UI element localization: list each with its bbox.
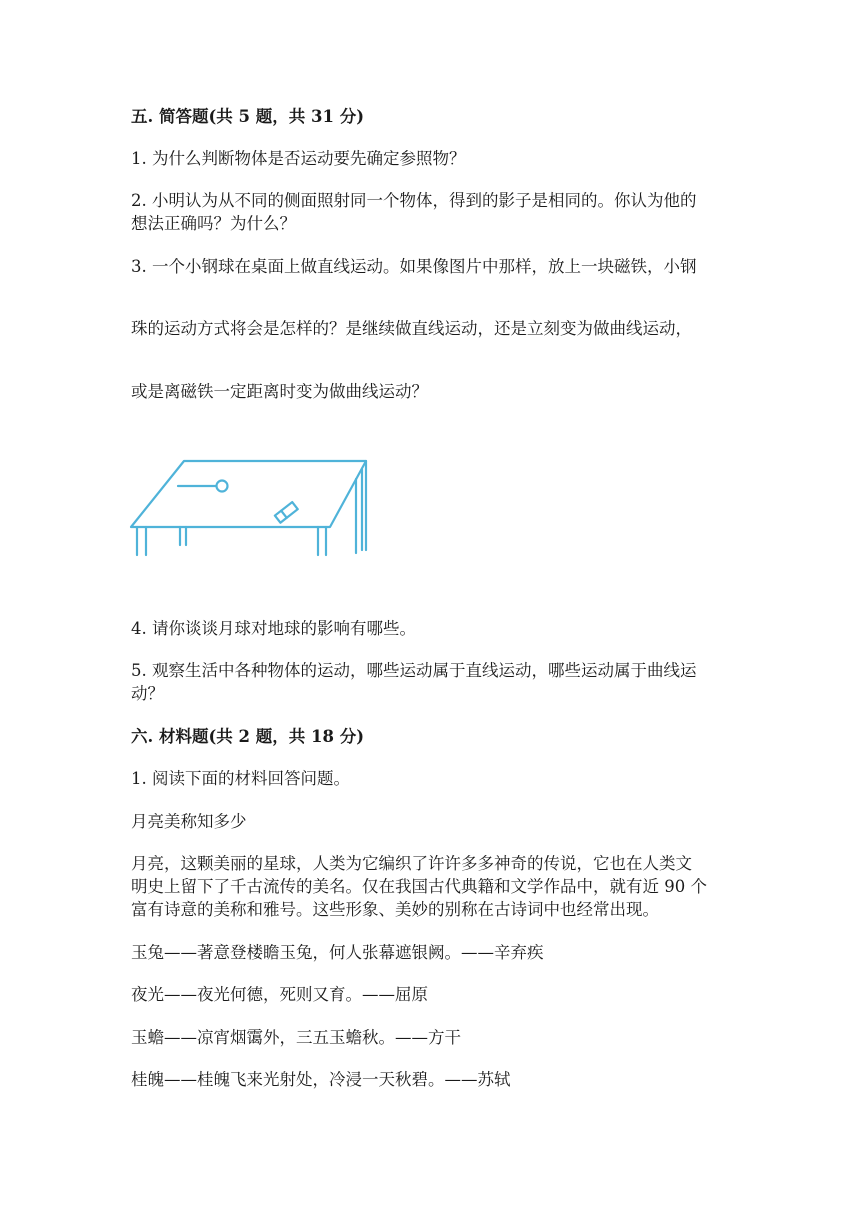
poem-quote-4: 桂魄——桂魄飞来光射处，冷浸一天秋碧。——苏轼: [131, 1070, 511, 1089]
question-5-2-line2: 想法正确吗？为什么？: [131, 214, 296, 233]
section-6-heading: 六. 材料题(共 2 题，共 18 分): [131, 727, 365, 746]
question-6-1: 1. 阅读下面的材料回答问题。: [131, 769, 350, 788]
material-paragraph-line2: 明史上留下了千古流传的美名。仅在我国古代典籍和文学作品中，就有近 90 个: [131, 877, 707, 896]
poem-quote-2: 夜光——夜光何德，死则又育。——屈原: [131, 985, 428, 1004]
question-5-4: 4. 请你谈谈月球对地球的影响有哪些。: [131, 619, 416, 638]
question-5-3-line3: 或是离磁铁一定距离时变为做曲线运动？: [131, 382, 428, 401]
poem-quote-3: 玉蟾——凉宵烟霭外，三五玉蟾秋。——方干: [131, 1028, 461, 1047]
steel-ball: [217, 481, 228, 492]
table-drawing: [131, 461, 366, 555]
section-5-heading: 五. 简答题(共 5 题，共 31 分): [131, 107, 365, 126]
question-5-3-line1: 3. 一个小钢球在桌面上做直线运动。如果像图片中那样，放上一块磁铁，小钢: [131, 257, 697, 276]
table-magnet-figure: [128, 455, 370, 560]
material-title: 月亮美称知多少: [131, 812, 247, 831]
question-5-5-line2: 动？: [131, 684, 164, 703]
question-5-1: 1. 为什么判断物体是否运动要先确定参照物？: [131, 149, 466, 168]
question-5-5-line1: 5. 观察生活中各种物体的运动，哪些运动属于直线运动，哪些运动属于曲线运: [131, 661, 697, 680]
poem-quote-1: 玉兔——著意登楼瞻玉兔，何人张幕遮银阙。——辛弃疾: [131, 943, 544, 962]
material-paragraph-line1: 月亮，这颗美丽的星球，人类为它编织了许许多多神奇的传说，它也在人类文: [131, 854, 692, 873]
question-5-2-line1: 2. 小明认为从不同的侧面照射同一个物体，得到的影子是相同的。你认为他的: [131, 191, 697, 210]
material-paragraph-line3: 富有诗意的美称和雅号。这些形象、美妙的别称在古诗词中也经常出现。: [131, 900, 659, 919]
magnet: [275, 502, 298, 523]
question-5-3-line2: 珠的运动方式将会是怎样的？是继续做直线运动，还是立刻变为做曲线运动，: [131, 319, 692, 338]
